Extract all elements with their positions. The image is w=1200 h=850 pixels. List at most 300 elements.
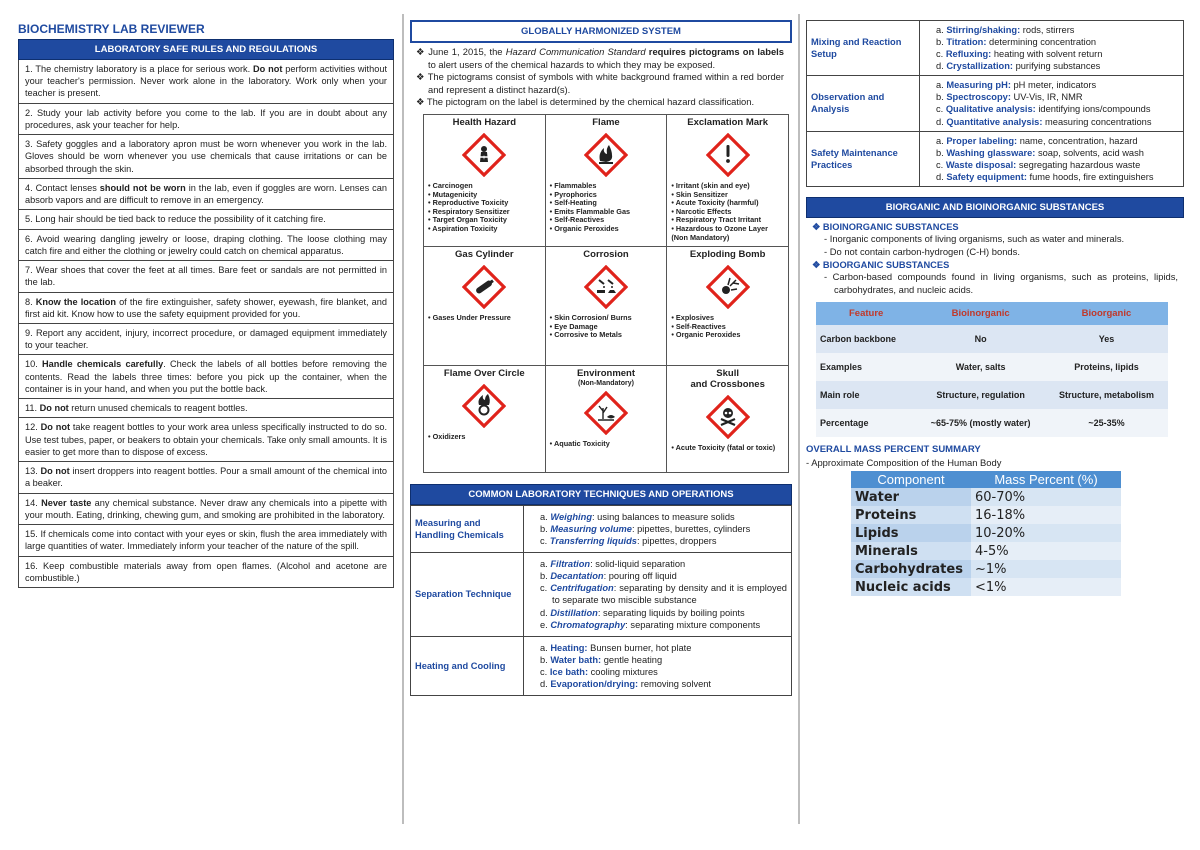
mass-summary-title: OVERALL MASS PERCENT SUMMARY: [806, 444, 981, 456]
technique-keyword: Water bath:: [550, 654, 602, 665]
ghs-cell: [545, 114, 667, 246]
column-safety: [18, 14, 394, 588]
technique-description: : separating liquids by boiling points: [597, 607, 745, 618]
text-run: return unused chemicals to reagent bottles.: [68, 403, 248, 414]
ghs-hazard-item: • Respiratory Sensitizer: [428, 206, 510, 216]
ghs-hazard-list: [550, 314, 663, 340]
text-run: should not be worn: [99, 182, 186, 193]
safety-rules-heading: LABORATORY SAFE RULES AND REGULATIONS: [18, 39, 394, 60]
technique-item: [936, 103, 1179, 115]
ghs-cell: [424, 246, 546, 365]
bioinorganic-list: [812, 233, 1178, 258]
technique-item: [540, 619, 787, 631]
technique-description: : pouring off liquid: [603, 571, 677, 582]
rule-number: 14.: [25, 497, 42, 508]
technique-description: measuring concentrations: [1042, 116, 1152, 127]
comparison-table: [816, 302, 1168, 437]
technique-item: [936, 79, 1179, 91]
technique-description: : separating by density and it is employed to separate two miscible substance: [552, 583, 787, 606]
mass-percent: 10-20%: [971, 524, 1121, 542]
text-run: in the lab, even if goggles are worn. Lenses can absorb vapors and are difficult to remove in an emergency.: [25, 182, 387, 206]
gas-cylinder-icon: [462, 265, 506, 309]
ghs-hazard-item: • Reproductive Toxicity: [428, 198, 509, 208]
technique-category: Heating and Cooling: [411, 636, 524, 695]
technique-list: [528, 511, 787, 547]
mass-row: [851, 506, 1121, 524]
technique-keyword: Heating:: [550, 642, 588, 653]
ghs-pictogram-name: [671, 369, 784, 391]
item-letter: a.: [936, 25, 947, 35]
comparison-cell: Proteins, lipids: [1045, 353, 1168, 381]
comparison-cell: Structure, metabolism: [1045, 381, 1168, 409]
ghs-hazard-list: [671, 444, 784, 453]
item-letter: b.: [936, 37, 947, 48]
bioinorganic-heading: ❖ BIOINORGANIC SUBSTANCES: [812, 221, 959, 232]
ghs-pictogram-name: Flame: [592, 116, 620, 128]
technique-group: [807, 76, 1184, 131]
comparison-header: Bioinorganic: [916, 302, 1045, 325]
technique-item: [540, 678, 787, 690]
ghs-row: [424, 365, 789, 472]
column-divider-2: [798, 14, 800, 824]
text-run: requires pictograms on labels: [645, 46, 784, 57]
technique-keyword: Centrifugation: [550, 583, 614, 594]
item-letter: b.: [936, 92, 947, 103]
technique-list: [924, 79, 1179, 127]
technique-keyword: Measuring pH:: [946, 80, 1011, 91]
bio-point: - Do not contain carbon-hydrogen (C-H) bonds.: [824, 245, 1020, 257]
text-run: Long hair should be tied back to reduce the possibility of it catching fire.: [35, 214, 326, 225]
environment-icon: [584, 391, 628, 435]
ghs-hazard-item: • Aquatic Toxicity: [549, 438, 610, 448]
column-ghs: [410, 14, 792, 696]
safety-rule: [19, 417, 393, 461]
mass-percent-table: [851, 471, 1121, 596]
technique-keyword: Distillation: [550, 607, 598, 618]
technique-item: [936, 159, 1179, 171]
mass-percent: ~1%: [971, 560, 1121, 578]
text-run: Hazard Communication Standard: [505, 46, 646, 57]
technique-keyword: Waste disposal:: [945, 159, 1017, 170]
ghs-pictogram-grid: [423, 114, 789, 473]
technique-keyword: Evaporation/drying:: [550, 678, 639, 689]
rule-number: 9.: [25, 327, 37, 338]
technique-keyword: Decantation: [550, 571, 604, 582]
text-run: Do not: [40, 422, 71, 433]
text-run: The pictograms consist of symbols with white background framed within a red border and represent a distinct hazard(s).: [427, 71, 785, 95]
text-run: . Check the labels of all bottles before removing the contents. Read the labels three times: before you pick up the container, when the container is in your hand, and when you put the bottle back.: [25, 359, 387, 394]
technique-item: [936, 48, 1179, 60]
mass-component: Nucleic acids: [851, 578, 971, 596]
mass-percent: 60-70%: [971, 488, 1121, 506]
comparison-cell: ~25-35%: [1045, 409, 1168, 437]
technique-description: : pipettes, droppers: [636, 536, 717, 547]
rule-number: 13.: [25, 466, 41, 477]
ghs-hazard-item: • Flammables: [549, 180, 597, 190]
item-letter: c.: [540, 666, 550, 677]
text-run: Keep combustible materials away from open flames. (Alcohol and acetone are combustible.): [25, 560, 387, 583]
safety-rule: [19, 461, 393, 492]
text-run: The chemistry laboratory is a place for serious work.: [35, 64, 254, 74]
mass-percent: <1%: [971, 578, 1121, 596]
rule-number: 10.: [25, 359, 42, 370]
ghs-cell: [667, 365, 789, 472]
item-letter: b.: [540, 524, 551, 535]
technique-description: cooling mixtures: [588, 666, 658, 677]
text-run: Contact lenses: [35, 182, 100, 193]
text-run: to alert users of the chemical hazards to which they may be exposed.: [428, 58, 716, 70]
comparison-row: [816, 353, 1168, 381]
mass-component: Water: [851, 488, 971, 506]
technique-items: [524, 636, 792, 695]
mass-row: [851, 542, 1121, 560]
text-run: Never taste: [41, 497, 92, 508]
item-letter: c.: [936, 49, 946, 60]
ghs-heading: GLOBALLY HARMONIZED SYSTEM: [410, 20, 792, 43]
technique-list: [924, 24, 1179, 72]
safety-rule: [19, 524, 393, 555]
ghs-hazard-list: [671, 182, 784, 242]
item-letter: e.: [540, 619, 551, 630]
safety-rule: [19, 398, 393, 417]
comparison-header-row: [816, 302, 1168, 325]
technique-group: [807, 21, 1184, 76]
ghs-row: [424, 246, 789, 365]
item-letter: d.: [540, 607, 551, 618]
safety-rule: [19, 323, 393, 354]
flame-over-circle-icon: [462, 384, 506, 428]
technique-keyword: Titration:: [946, 37, 987, 48]
mass-component: Lipids: [851, 524, 971, 542]
item-letter: b.: [936, 147, 947, 158]
name-line: Skull: [716, 367, 739, 379]
safety-rule: [19, 229, 393, 260]
ghs-hazard-item: • Narcotic Effects: [671, 206, 732, 216]
safety-rule: [19, 493, 393, 524]
ghs-bullet-list: [410, 43, 792, 111]
technique-description: identifying ions/compounds: [1035, 104, 1151, 115]
ghs-hazard-item: • Aspiration Toxicity: [428, 223, 498, 233]
technique-keyword: Proper labeling:: [946, 135, 1018, 146]
technique-item: [936, 60, 1179, 72]
technique-group: [807, 131, 1184, 186]
ghs-cell: [545, 365, 667, 472]
ghs-hazard-item: • Respiratory Tract Irritant: [671, 215, 762, 225]
ghs-cell: [667, 114, 789, 246]
skull-icon: [706, 395, 750, 439]
techniques-table-part-1: [410, 505, 792, 696]
exclamation-icon: [706, 133, 750, 177]
text-run: Do not: [253, 64, 283, 74]
comparison-row: [816, 381, 1168, 409]
ghs-hazard-list: [550, 182, 663, 234]
technique-keyword: Transferring liquids: [549, 536, 637, 547]
ghs-hazard-item: • Pyrophorics: [549, 189, 597, 199]
diamond-bullet-icon: ❖: [416, 96, 427, 108]
ghs-hazard-item: • Target Organ Toxicity: [428, 215, 507, 225]
technique-description: heating with solvent return: [991, 49, 1103, 60]
text-run: Do not: [40, 466, 70, 477]
safety-rule: [19, 103, 393, 134]
technique-description: : solid-liquid separation: [590, 559, 686, 570]
comparison-header: Bioorganic: [1045, 302, 1168, 325]
technique-item: [936, 36, 1179, 48]
text-run: take reagent bottles to your work area unless specifically instructed to do so. Use test tubes, paper, or beakers to obtain your chemicals. Take only small amounts. It is easier to get more than to dispose of excess.: [25, 422, 387, 457]
text-run: Report any accident, injury, incorrect procedure, or damaged equipment immediately to your teacher.: [25, 327, 387, 351]
technique-category: Mixing and Reaction Setup: [807, 21, 920, 76]
technique-item: [540, 511, 787, 523]
ghs-pictogram-name: Exploding Bomb: [689, 248, 766, 260]
ghs-hazard-item: • Irritant (skin and eye): [671, 180, 750, 190]
bio-section: [806, 218, 1184, 296]
technique-group: [411, 636, 792, 695]
ghs-cell: [424, 114, 546, 246]
technique-item: [936, 116, 1179, 128]
health-hazard-icon: [462, 133, 506, 177]
technique-description: UV-Vis, IR, NMR: [1010, 92, 1083, 103]
technique-description: : using balances to measure solids: [592, 511, 735, 522]
technique-item: [540, 570, 787, 582]
ghs-hazard-list: [428, 433, 541, 442]
text-run: Study your lab activity before you come to the lab. If you are in doubt about any procedures, ask your teacher for help.: [25, 107, 387, 130]
ghs-hazard-item: • Mutagenicity: [428, 189, 478, 199]
text-run: If chemicals come into contact with your eyes or skin, flush the area immediately with large quantities of water. Immediately inform your teacher of the nature of the spill.: [25, 529, 388, 552]
comparison-header: Feature: [816, 302, 916, 325]
technique-list: [528, 642, 787, 690]
technique-description: purifying substances: [1012, 61, 1101, 72]
technique-keyword: Stirring/shaking:: [946, 25, 1021, 35]
technique-item: [936, 171, 1179, 183]
technique-category: Observation and Analysis: [807, 76, 920, 131]
ghs-hazard-item: • Oxidizers: [428, 431, 466, 441]
technique-item: [936, 147, 1179, 159]
technique-item: [540, 582, 787, 606]
technique-item: [540, 666, 787, 678]
text-run: Safety goggles and a laboratory apron must be worn whenever you work in the lab. Gloves should be worn whenever you use chemicals that cause irritations or can be absorbed through the skin.: [25, 139, 387, 174]
ghs-cell: [545, 246, 667, 365]
comparison-cell: Water, salts: [916, 353, 1045, 381]
ghs-hazard-item: • Corrosive to Metals: [549, 330, 622, 340]
technique-description: gentle heating: [601, 654, 663, 665]
comparison-cell: Yes: [1045, 325, 1168, 353]
name-line: and Crossbones: [690, 378, 765, 390]
safety-rule: [19, 292, 393, 323]
item-letter: c.: [540, 583, 551, 594]
text-run: any chemical substance. Never draw any chemicals into a pipette with your mouth. Eating, drinking, chewing gum, and smoking are prohibited in the laboratory.: [25, 497, 387, 520]
text-run: perform activities without your teacher's permission. Never work alone in the laboratory. Work only when your teacher is present.: [25, 64, 387, 99]
rule-number: 8.: [25, 296, 36, 307]
rule-number: 3.: [25, 139, 37, 150]
bio-heading: BIORGANIC AND BIOINORGANIC SUBSTANCES: [806, 197, 1184, 218]
ghs-row: [424, 114, 789, 246]
ghs-hazard-item: • Gases Under Pressure: [428, 312, 511, 322]
ghs-hazard-item: • Emits Flammable Gas: [549, 206, 631, 216]
technique-keyword: Filtration: [550, 559, 591, 570]
ghs-hazard-item: • Self-Reactives: [671, 321, 726, 331]
technique-item: [936, 24, 1179, 36]
rule-number: 1.: [25, 64, 36, 74]
ghs-bullet: [416, 96, 784, 109]
rule-number: 12.: [25, 422, 41, 433]
text-run: Do not: [39, 403, 69, 414]
mass-percent: 4-5%: [971, 542, 1121, 560]
technique-description: removing solvent: [638, 678, 712, 689]
item-letter: a.: [540, 511, 551, 522]
comparison-cell: Percentage: [816, 409, 916, 437]
technique-item: [540, 558, 787, 570]
ghs-pictogram-name: Corrosion: [583, 248, 629, 260]
technique-items: [920, 131, 1184, 186]
technique-item: [540, 607, 787, 619]
ghs-bullet: [416, 71, 784, 96]
ghs-pictogram-name: Gas Cylinder: [455, 248, 514, 260]
item-letter: a.: [936, 135, 947, 146]
item-letter: d.: [936, 61, 947, 72]
technique-item: [540, 642, 787, 654]
comparison-cell: No: [916, 325, 1045, 353]
diamond-bullet-icon: ❖: [416, 71, 428, 83]
mass-row: [851, 578, 1121, 596]
item-letter: a.: [540, 642, 551, 653]
technique-description: : pipettes, burettes, cylinders: [631, 524, 751, 535]
text-run: of the fire extinguisher, safety shower, eyewash, fire blanket, and first aid kit. Know how to use the safety equipment provided for you.: [25, 296, 387, 319]
technique-description: determining concentration: [986, 37, 1097, 48]
technique-items: [524, 505, 792, 552]
technique-items: [920, 21, 1184, 76]
technique-item: [540, 523, 787, 535]
technique-list: [924, 135, 1179, 183]
technique-keyword: Safety equipment:: [946, 171, 1027, 182]
technique-keyword: Ice bath:: [549, 666, 589, 677]
ghs-bullet: [416, 46, 784, 71]
technique-group: [411, 553, 792, 636]
safety-rule: [19, 260, 393, 291]
mass-header: Mass Percent (%): [971, 471, 1121, 488]
text-run: Know the location: [35, 296, 116, 307]
safety-rule: [19, 134, 393, 178]
item-letter: c.: [540, 536, 550, 547]
mass-row: [851, 524, 1121, 542]
comparison-cell: Examples: [816, 353, 916, 381]
document-title: BIOCHEMISTRY LAB REVIEWER: [18, 22, 205, 36]
ghs-pictogram-subtitle: (Non-Mandatory): [577, 379, 634, 387]
item-letter: c.: [936, 104, 946, 115]
technique-keyword: Spectroscopy:: [946, 92, 1011, 103]
ghs-hazard-list: [671, 314, 784, 340]
flame-icon: [584, 133, 628, 177]
safety-rule: [19, 60, 393, 103]
rule-number: 5.: [25, 214, 36, 225]
text-run: The pictogram on the label is determined by the chemical hazard classification.: [426, 96, 755, 108]
corrosion-icon: [584, 265, 628, 309]
technique-item: [936, 135, 1179, 147]
technique-description: pH meter, indicators: [1010, 80, 1097, 91]
ghs-hazard-item: • Acute Toxicity (fatal or toxic): [671, 442, 776, 452]
mass-component: Minerals: [851, 542, 971, 560]
techniques-heading: COMMON LABORATORY TECHNIQUES AND OPERATIONS: [410, 484, 792, 505]
rule-number: 15.: [25, 529, 41, 540]
technique-keyword: Qualitative analysis:: [945, 104, 1036, 115]
ghs-hazard-item: • Hazardous to Ozone Layer (Non Mandatory): [671, 223, 768, 242]
ghs-hazard-list: [428, 182, 541, 234]
technique-keyword: Crystallization:: [946, 61, 1013, 72]
technique-keyword: Quantitative analysis:: [946, 116, 1043, 127]
bioorganic-list: [812, 271, 1178, 296]
item-letter: d.: [540, 678, 551, 689]
technique-category: Measuring and Handling Chemicals: [411, 505, 524, 552]
ghs-pictogram-name: Exclamation Mark: [687, 116, 769, 128]
ghs-hazard-item: • Acute Toxicity (harmful): [671, 198, 759, 208]
ghs-hazard-item: • Organic Peroxides: [671, 330, 741, 340]
rule-number: 7.: [25, 265, 36, 276]
technique-item: [936, 91, 1179, 103]
technique-keyword: Measuring volume: [550, 524, 632, 535]
technique-keyword: Chromatography: [550, 619, 626, 630]
ghs-hazard-item: • Self-Reactives: [549, 215, 605, 225]
item-letter: d.: [936, 171, 947, 182]
mass-summary-subtitle: - Approximate Composition of the Human Body: [806, 457, 1002, 469]
ghs-pictogram-name: Flame Over Circle: [443, 367, 525, 379]
technique-category: Separation Technique: [411, 553, 524, 636]
ghs-hazard-item: • Organic Peroxides: [549, 223, 619, 233]
mass-header: Component: [851, 471, 971, 488]
rule-number: 11.: [25, 403, 40, 414]
rule-number: 6.: [25, 233, 37, 244]
mass-row: [851, 488, 1121, 506]
column-divider-1: [402, 14, 404, 824]
comparison-cell: Structure, regulation: [916, 381, 1045, 409]
technique-category: Safety Maintenance Practices: [807, 131, 920, 186]
ghs-hazard-item: • Skin Corrosion/ Burns: [549, 312, 632, 322]
mass-header-row: [851, 471, 1121, 488]
comparison-cell: Main role: [816, 381, 916, 409]
exploding-bomb-icon: [706, 265, 750, 309]
safety-rules-list: [18, 60, 394, 588]
text-run: Wear shoes that cover the feet at all times. Bare feet or sandals are not permitted in the lab.: [25, 265, 387, 288]
comparison-cell: Carbon backbone: [816, 325, 916, 353]
technique-items: [920, 76, 1184, 131]
rule-number: 4.: [25, 182, 36, 193]
mass-row: [851, 560, 1121, 578]
ghs-cell: [667, 246, 789, 365]
comparison-row: [816, 409, 1168, 437]
ghs-pictogram-name: Health Hazard: [452, 116, 516, 128]
technique-keyword: Refluxing:: [945, 49, 992, 60]
comparison-row: [816, 325, 1168, 353]
text-run: Handle chemicals carefully: [41, 359, 164, 370]
ghs-hazard-item: • Skin Sensitizer: [671, 189, 728, 199]
item-letter: a.: [936, 80, 947, 91]
ghs-hazard-list: [428, 314, 541, 323]
technique-group: [411, 505, 792, 552]
rule-number: 2.: [25, 107, 37, 118]
ghs-hazard-list: [550, 440, 663, 449]
technique-description: Bunsen burner, hot plate: [587, 642, 692, 653]
technique-description: : separating mixture components: [625, 619, 761, 630]
item-letter: b.: [540, 571, 551, 582]
safety-rule: [19, 556, 393, 587]
technique-description: rods, stirrers: [1020, 25, 1075, 35]
bioorganic-heading: ❖ BIOORGANIC SUBSTANCES: [812, 259, 950, 270]
text-run: June 1, 2015, the: [428, 46, 506, 57]
technique-description: segregating hazardous waste: [1016, 159, 1141, 170]
ghs-hazard-item: • Self-Heating: [549, 198, 597, 208]
text-run: Avoid wearing dangling jewelry or loose, draping clothing. The loose clothing may catch fire and either the clothing or jewelry could catch on chemical apparatus.: [25, 233, 387, 256]
mass-component: Proteins: [851, 506, 971, 524]
ghs-cell: [424, 365, 546, 472]
techniques-table-part-2: [806, 20, 1184, 187]
item-letter: b.: [540, 654, 551, 665]
